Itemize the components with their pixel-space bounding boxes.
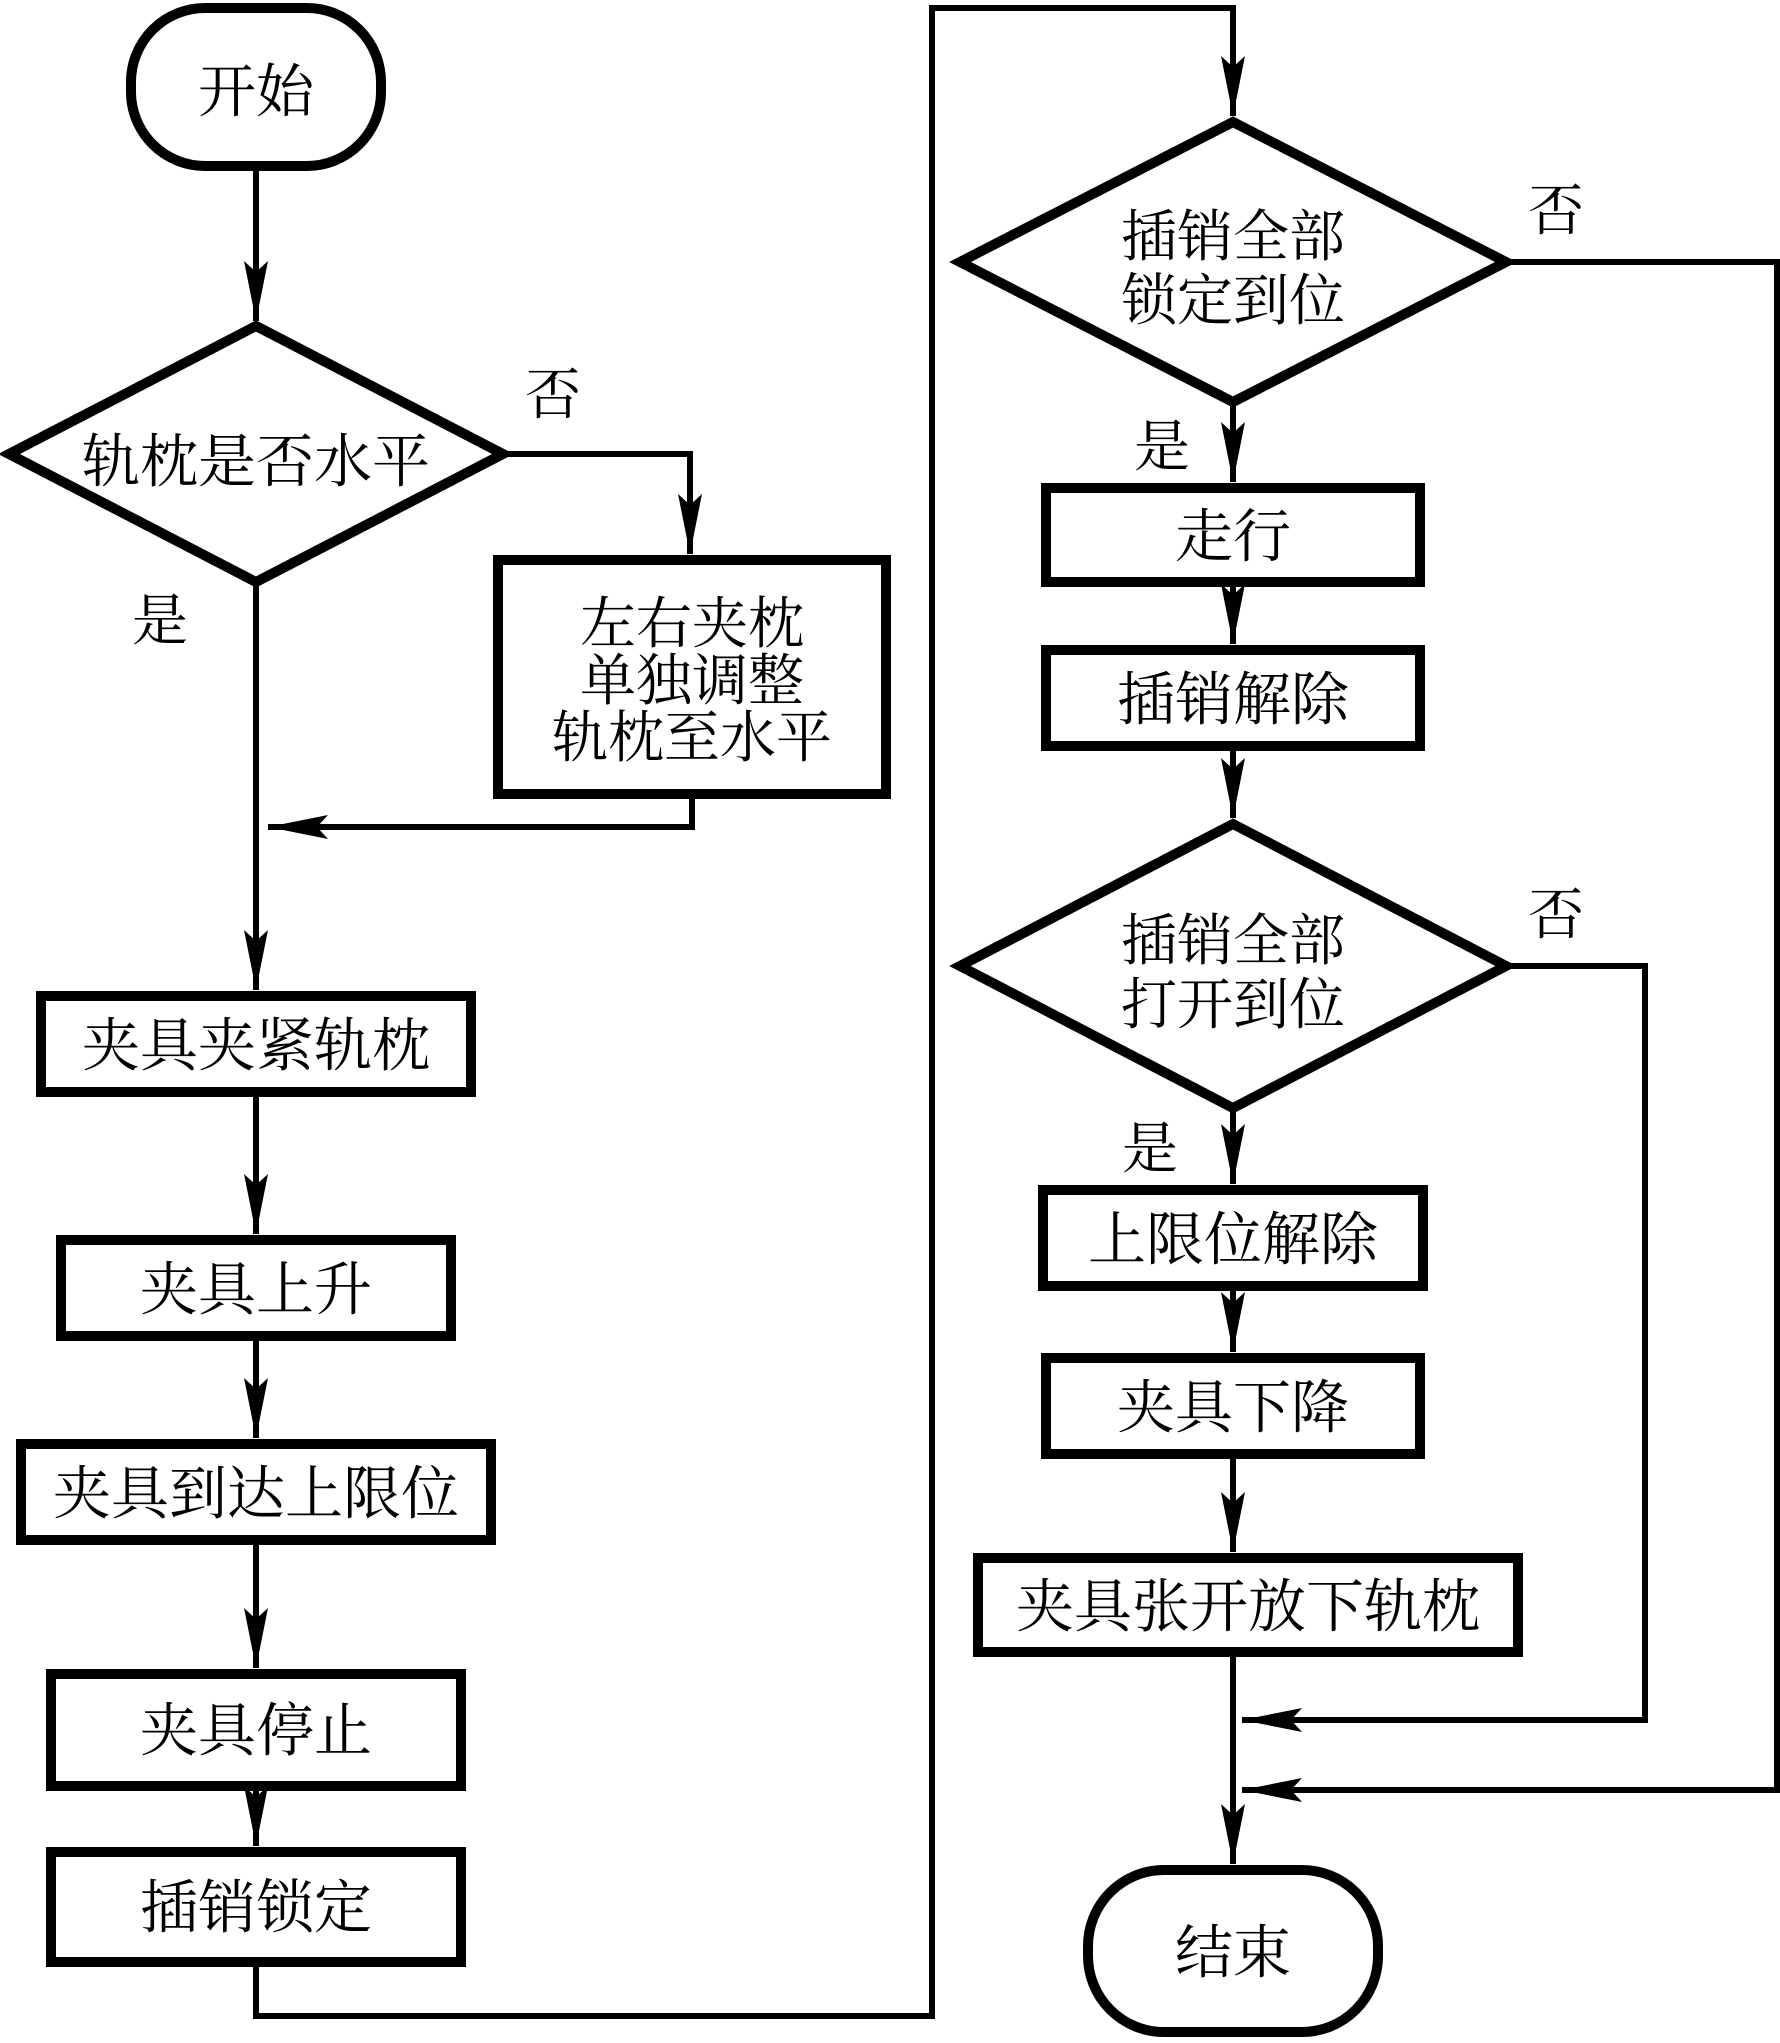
decision-pins-locked xyxy=(960,122,1506,402)
decision-pins-locked-line2: 锁定到位 xyxy=(1121,271,1345,333)
process-pin-release xyxy=(1046,650,1420,746)
clamp-grip-label: 夹具夹紧轨枕 xyxy=(81,1013,431,1079)
pin-lock-label: 插销锁定 xyxy=(139,1875,373,1941)
decision-pins-open xyxy=(960,824,1506,1108)
clamp-rise-label: 夹具上升 xyxy=(139,1257,373,1323)
process-clamp-open-drop xyxy=(978,1558,1518,1652)
decision-sleeper-level xyxy=(9,326,503,582)
process-clamp-rise xyxy=(61,1240,451,1336)
process-clamp-stop xyxy=(51,1674,461,1786)
pin-release-label: 插销解除 xyxy=(1116,667,1350,733)
no-label-decision-level: 否 xyxy=(525,365,581,427)
adjust-line1: 左右夹枕 xyxy=(580,594,804,656)
process-clamp-grip xyxy=(41,996,471,1092)
process-pin-lock xyxy=(51,1852,461,1962)
process-clamp-lower xyxy=(1046,1358,1420,1454)
no-label-pins-open: 否 xyxy=(1528,885,1584,947)
start-label: 开始 xyxy=(197,59,315,125)
decision-sleeper-level-label: 轨枕是否水平 xyxy=(81,429,431,495)
decision-pins-open-line1: 插销全部 xyxy=(1121,911,1345,973)
run-label: 走行 xyxy=(1174,504,1292,570)
end-label: 结束 xyxy=(1174,1920,1292,1986)
adjust-line3: 轨枕至水平 xyxy=(552,708,832,770)
end-node xyxy=(1088,1870,1378,2032)
process-run xyxy=(1046,488,1420,582)
upper-limit-release-label: 上限位解除 xyxy=(1087,1207,1379,1273)
process-upper-limit-release xyxy=(1043,1190,1423,1286)
adjust-line2: 单独调整 xyxy=(580,651,804,713)
clamp-lower-label: 夹具下降 xyxy=(1116,1375,1350,1441)
process-clamp-upper-limit xyxy=(21,1444,491,1540)
decision-pins-open-line2: 打开到位 xyxy=(1121,975,1345,1037)
yes-label-pins-open: 是 xyxy=(1122,1119,1178,1181)
clamp-stop-label: 夹具停止 xyxy=(139,1698,373,1764)
decision-pins-locked-line1: 插销全部 xyxy=(1121,207,1345,269)
clamp-upper-limit-label: 夹具到达上限位 xyxy=(52,1461,460,1527)
start-node xyxy=(131,8,381,166)
yes-label-pins-locked: 是 xyxy=(1134,417,1190,479)
edge-no-to-adjust-box xyxy=(503,454,690,554)
yes-label-decision-level: 是 xyxy=(132,591,188,653)
no-label-pins-locked: 否 xyxy=(1528,181,1584,243)
process-adjust-sleeper xyxy=(498,560,886,794)
clamp-open-drop-label: 夹具张开放下轨枕 xyxy=(1015,1574,1481,1640)
